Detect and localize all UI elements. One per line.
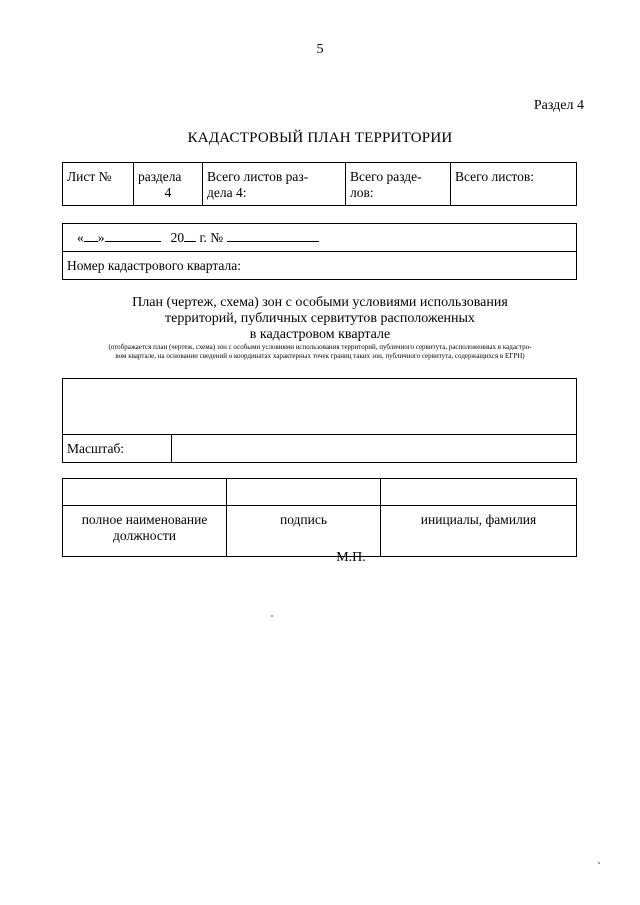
day-blank	[84, 229, 98, 242]
sections-total-label-2: лов:	[350, 185, 374, 200]
number-blank	[227, 229, 319, 242]
scan-speck	[271, 615, 273, 617]
year-prefix: 20	[170, 230, 185, 245]
plan-title	[0, 295, 640, 343]
name-value-cell	[381, 479, 577, 506]
section-sheets-total-label-2: дела 4:	[207, 185, 247, 200]
sign-value-cell	[227, 479, 381, 506]
plan-title-line-2: территорий, публичных сервитутов расположенных	[165, 311, 475, 326]
section-number-cell	[134, 163, 203, 206]
position-caption-cell	[63, 506, 227, 557]
date-quote-open: «	[77, 230, 84, 245]
section-sheets-total-cell	[203, 163, 346, 206]
kvartal-row	[63, 252, 577, 280]
year-blank	[184, 229, 196, 242]
sheet-number-label: Лист №	[67, 169, 112, 184]
document-title: КАДАСТРОВЫЙ ПЛАН ТЕРРИТОРИИ	[187, 130, 453, 146]
plan-table	[62, 378, 577, 463]
position-caption-1: полное наименование	[81, 512, 208, 527]
scale-value-cell	[172, 435, 577, 463]
plan-note	[62, 343, 578, 361]
signature-table	[62, 478, 577, 557]
sheet-info-table	[62, 162, 577, 206]
plan-note-line-1: (отображается план (чертеж, схема) зон с особыми условиями использования территорий, публичного сервитута, расположенных в кадастро-	[108, 343, 532, 351]
sheets-total-cell	[451, 163, 577, 206]
month-blank	[105, 229, 161, 242]
sign-caption: подпись	[279, 512, 328, 527]
date-quote-close: »	[97, 230, 105, 245]
stamp-label: М.П.	[336, 550, 366, 565]
sections-total-label-1: Всего разде-	[350, 169, 422, 184]
sheet-number-cell	[63, 163, 134, 206]
section-word: раздела	[138, 169, 182, 184]
plan-note-line-2: вом квартале, на основании сведений о координатах характерных точек границ таких зон, публичного сервитута, содержащихся в ЕГРН)	[115, 352, 525, 360]
name-caption: инициалы, фамилия	[420, 512, 537, 527]
kvartal-label: Номер кадастрового квартала:	[67, 257, 241, 273]
section-sheets-total-label-1: Всего листов раз-	[207, 169, 309, 184]
name-caption-cell	[381, 506, 577, 557]
sign-caption-cell	[227, 506, 381, 557]
sections-total-cell	[346, 163, 451, 206]
scale-label-cell	[63, 435, 172, 463]
position-value-cell	[63, 479, 227, 506]
date-row	[63, 224, 577, 252]
plan-title-line-3: в кадастровом квартале	[249, 327, 391, 342]
position-caption-2: должности	[113, 528, 176, 543]
date-table	[62, 223, 577, 280]
page-number: 5	[316, 42, 324, 57]
plan-drawing-area	[63, 379, 577, 435]
section-number: 4	[164, 185, 172, 200]
number-label: г. №	[199, 230, 224, 245]
scale-label: Масштаб:	[67, 440, 125, 456]
section-label: Раздел 4	[533, 98, 584, 113]
sheets-total-label: Всего листов:	[455, 169, 535, 184]
plan-title-line-1: План (чертеж, схема) зон с особыми условиями использования	[132, 295, 508, 310]
scan-speck	[598, 862, 600, 864]
